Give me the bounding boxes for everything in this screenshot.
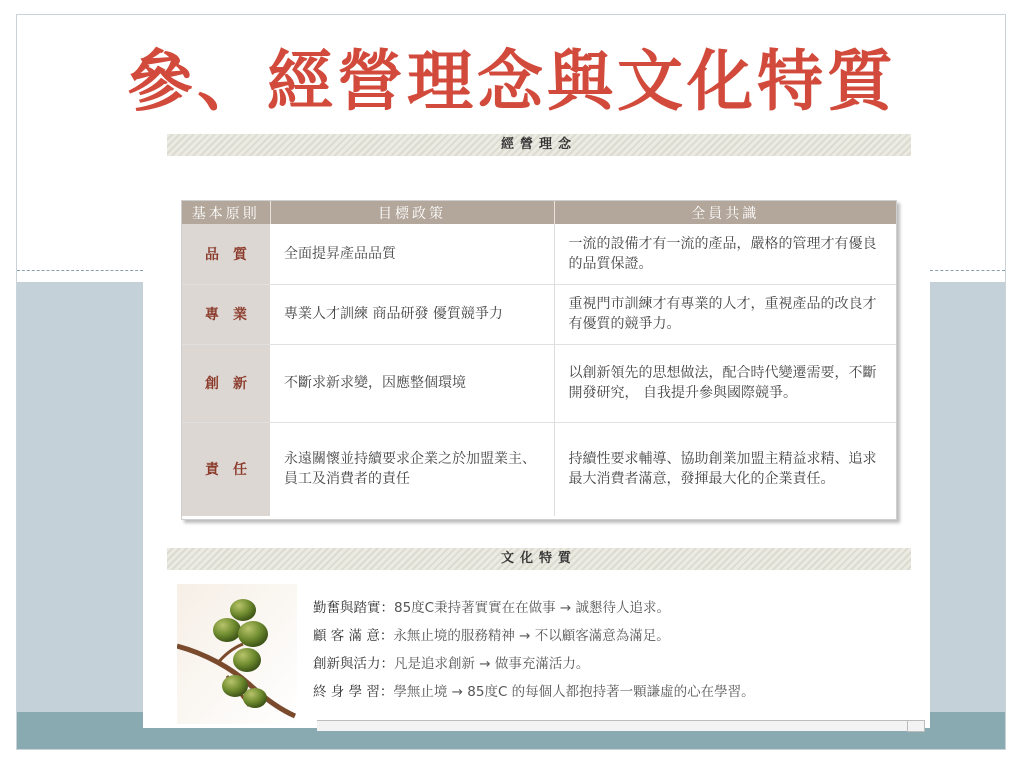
consensus-cell: 以創新領先的思想做法，配合時代變遷需要，不斷開發研究， 自我提升參與國際競爭。 bbox=[554, 344, 896, 422]
culture-header bbox=[167, 548, 911, 570]
slide-title: 參、經營理念與文化特質 bbox=[127, 43, 897, 120]
consensus-cell: 持續性要求輔導、協助創業加盟主精益求精、追求最大消費者滿意，發揮最大化的企業責任。 bbox=[568, 451, 877, 488]
culture-header-label: 文化特質 bbox=[500, 551, 577, 566]
table-header-row bbox=[182, 201, 896, 224]
list-item bbox=[313, 650, 913, 678]
scroll-button[interactable] bbox=[907, 720, 925, 732]
list-item bbox=[313, 622, 913, 650]
divider-left bbox=[17, 270, 143, 271]
trait-text: 85度C秉持著實實在在做事 → 誠懇待人追求。 bbox=[394, 600, 670, 616]
trait-label: 勤奮與踏實： bbox=[313, 600, 394, 616]
table-row bbox=[182, 344, 896, 422]
principles-table bbox=[182, 201, 896, 516]
column-header: 目標政策 bbox=[270, 201, 554, 224]
consensus-cell: 重視門市訓練才有專業的人才，重視產品的改良才有優質的競爭力。 bbox=[554, 284, 896, 344]
trait-text: 永無止境的服務精神 → 不以顧客滿意為滿足。 bbox=[393, 628, 670, 644]
column-header: 基本原則 bbox=[182, 201, 270, 224]
principle-cell: 責任 bbox=[182, 422, 270, 516]
column-header: 全員共識 bbox=[554, 201, 896, 224]
coffee-beans-icon bbox=[177, 584, 297, 724]
table-row bbox=[182, 224, 896, 284]
content-panel bbox=[143, 122, 930, 728]
policy-cell: 不斷求新求變，因應整個環境 bbox=[270, 344, 554, 422]
table-row bbox=[182, 284, 896, 344]
culture-traits bbox=[313, 594, 913, 706]
list-item bbox=[313, 594, 913, 622]
principles-table-wrap bbox=[181, 200, 897, 520]
principle-cell: 專業 bbox=[182, 284, 270, 344]
divider-right bbox=[930, 270, 1005, 271]
table-row bbox=[182, 422, 896, 516]
policy-cell: 專業人才訓練 商品研發 優質競爭力 bbox=[270, 284, 554, 344]
horizontal-scrollbar[interactable] bbox=[317, 720, 907, 731]
principle-cell: 品質 bbox=[182, 224, 270, 284]
consensus-cell: 一流的設備才有一流的產品，嚴格的管理才有優良的品質保證。 bbox=[554, 224, 896, 284]
management-header bbox=[167, 134, 911, 156]
trait-text: 凡是追求創新 → 做事充滿活力。 bbox=[394, 656, 590, 672]
trait-label: 終 身 學 習： bbox=[313, 684, 394, 700]
trait-label: 創新與活力： bbox=[313, 656, 394, 672]
policy-cell: 永遠關懷並持續要求企業之於加盟業主、員工及消費者的責任 bbox=[270, 422, 554, 516]
management-header-label: 經營理念 bbox=[500, 137, 577, 152]
trait-label: 顧 客 滿 意： bbox=[313, 628, 394, 644]
list-item bbox=[313, 678, 913, 706]
principle-cell: 創新 bbox=[182, 344, 270, 422]
trait-text: 學無止境 → 85度C 的每個人都抱持著一顆謙虛的心在學習。 bbox=[393, 684, 755, 700]
policy-cell: 全面提昇產品品質 bbox=[270, 224, 554, 284]
